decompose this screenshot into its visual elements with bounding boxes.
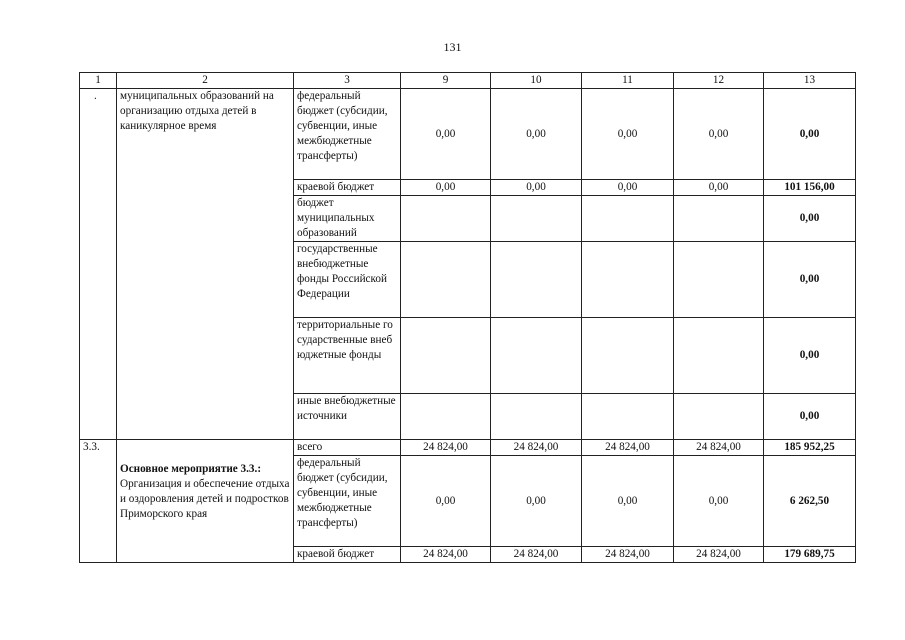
activity-name: муниципальных образований на организацию отдыха детей в каникулярное время — [117, 89, 294, 440]
total-cell: 185 952,25 — [764, 440, 856, 456]
value-cell: 24 824,00 — [582, 547, 674, 563]
funding-source: государственные внебюджетные фонды Российской Федерации — [294, 242, 401, 318]
value-cell — [491, 196, 582, 242]
page-number: 131 — [443, 40, 462, 54]
activity-title: Основное мероприятие 3.3.: — [120, 463, 262, 475]
value-cell — [674, 196, 764, 242]
value-cell — [491, 242, 582, 318]
funding-source: федеральный бюджет (субсидии, субвенции, иные межбюджетные трансферты) — [294, 89, 401, 180]
funding-source: федеральный бюджет (субсидии, субвенции, иные межбюджетные трансферты) — [294, 456, 401, 547]
value-cell: 0,00 — [674, 180, 764, 196]
value-cell — [582, 242, 674, 318]
value-cell — [674, 242, 764, 318]
total-cell: 179 689,75 — [764, 547, 856, 563]
table-row — [80, 89, 856, 180]
activity-description: Организация и обеспечение отдыха и оздоровления детей и подростков Приморского края — [120, 478, 290, 520]
value-cell: 0,00 — [491, 456, 582, 547]
total-cell: 0,00 — [764, 196, 856, 242]
value-cell: 0,00 — [401, 180, 491, 196]
value-cell: 0,00 — [582, 456, 674, 547]
value-cell: 0,00 — [401, 456, 491, 547]
header-cell: 12 — [674, 73, 764, 89]
header-cell: 2 — [117, 73, 294, 89]
value-cell — [401, 242, 491, 318]
header-cell: 1 — [80, 73, 117, 89]
value-cell — [491, 394, 582, 440]
value-cell: 24 824,00 — [582, 440, 674, 456]
value-cell: 24 824,00 — [401, 547, 491, 563]
header-cell: 9 — [401, 73, 491, 89]
value-cell — [582, 318, 674, 394]
value-cell: 24 824,00 — [401, 440, 491, 456]
value-cell: 24 824,00 — [674, 440, 764, 456]
value-cell — [674, 318, 764, 394]
value-cell — [491, 318, 582, 394]
funding-source: краевой бюджет — [294, 547, 401, 563]
funding-source: территориальные государственные внебюджетные фонды — [294, 318, 401, 394]
funding-source: бюджет муниципальных образований — [294, 196, 401, 242]
value-cell: 0,00 — [491, 89, 582, 180]
funding-source: иные внебюджетные источники — [294, 394, 401, 440]
header-cell: 13 — [764, 73, 856, 89]
row-number: 3.3. — [80, 440, 117, 563]
activity-name — [117, 440, 294, 563]
total-cell: 6 262,50 — [764, 456, 856, 547]
budget-table — [79, 72, 856, 563]
funding-source: краевой бюджет — [294, 180, 401, 196]
value-cell — [582, 196, 674, 242]
header-row — [80, 73, 856, 89]
value-cell — [674, 394, 764, 440]
total-cell: 0,00 — [764, 318, 856, 394]
value-cell — [401, 318, 491, 394]
total-cell: 0,00 — [764, 394, 856, 440]
value-cell: 0,00 — [674, 89, 764, 180]
value-cell: 24 824,00 — [491, 547, 582, 563]
total-cell: 0,00 — [764, 242, 856, 318]
row-number: . — [80, 89, 117, 440]
total-cell: 0,00 — [764, 89, 856, 180]
value-cell: 24 824,00 — [674, 547, 764, 563]
header-cell: 11 — [582, 73, 674, 89]
funding-source: всего — [294, 440, 401, 456]
value-cell: 0,00 — [674, 456, 764, 547]
table-row — [80, 440, 856, 456]
value-cell: 0,00 — [401, 89, 491, 180]
value-cell — [582, 394, 674, 440]
total-cell: 101 156,00 — [764, 180, 856, 196]
header-cell: 10 — [491, 73, 582, 89]
value-cell: 0,00 — [582, 180, 674, 196]
header-cell: 3 — [294, 73, 401, 89]
value-cell: 0,00 — [582, 89, 674, 180]
value-cell — [401, 394, 491, 440]
value-cell: 0,00 — [491, 180, 582, 196]
value-cell — [401, 196, 491, 242]
value-cell: 24 824,00 — [491, 440, 582, 456]
